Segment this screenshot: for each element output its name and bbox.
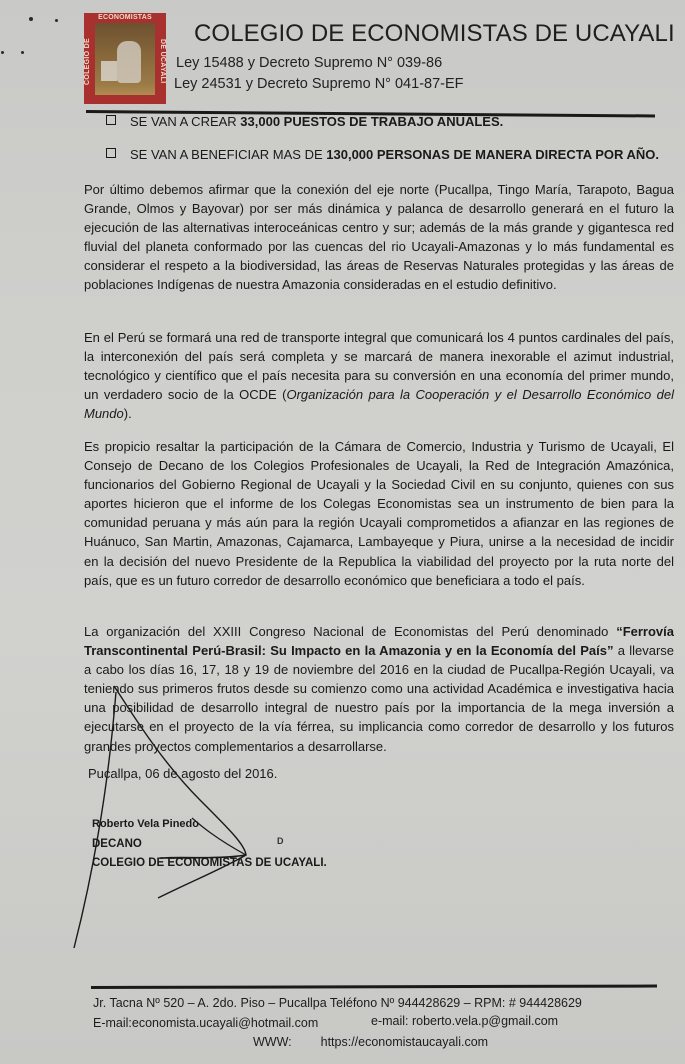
letterhead-subtitle-law-2: Ley 24531 y Decreto Supremo N° 041-87-EF xyxy=(174,76,464,92)
bullet-jobs-bold: 33,000 PUESTOS DE TRABAJO ANUALES. xyxy=(240,114,504,129)
footer-web-label: WWW: xyxy=(253,1035,292,1049)
paragraph-congress-title-bold: “Ferrovía Transcontinental Perú-Brasil: Su Impacto en la Amazonia y en la Economía del País” xyxy=(84,624,674,659)
letterhead-title: COLEGIO DE ECONOMISTAS DE UCAYALI xyxy=(194,20,675,47)
bullet-jobs xyxy=(106,114,503,129)
stamp-mark: D xyxy=(277,836,284,846)
bullet-beneficiaries xyxy=(106,147,659,162)
checkbox-square-icon xyxy=(106,115,116,125)
paragraph-participation xyxy=(84,437,674,590)
footer-web xyxy=(253,1035,488,1049)
footer-email-gmail xyxy=(371,1014,558,1028)
signer-name: Roberto Vela Pinedo xyxy=(92,818,199,830)
paragraph-transport-ocde-italic: Organización para la Cooperación y el Desarrollo Económico del Mundo xyxy=(84,387,674,422)
paragraph-congress xyxy=(84,622,674,756)
signer-organization: COLEGIO DE ECONOMISTAS DE UCAYALI. xyxy=(92,857,327,869)
footer-address: Jr. Tacna Nº 520 – A. 2do. Piso – Pucallpa Teléfono Nº 944428629 – RPM: # 944428629 xyxy=(93,996,582,1010)
footer-email-hotmail xyxy=(93,1016,318,1030)
paragraph-congress-start: La organización del XXIII Congreso Nacional de Economistas del Perú denominado xyxy=(84,624,617,639)
paragraph-transport-end: ). xyxy=(123,406,132,422)
footer-divider xyxy=(91,985,657,989)
bullet-jobs-prefix: SE VAN A CREAR xyxy=(130,114,241,129)
signer-role: DECANO xyxy=(92,838,142,850)
logo-right-text: DE UCAYALI xyxy=(159,39,166,84)
paragraph-participation-text: Es propicio resaltar la participación de la Cámara de Comercio, Industria y Turismo de Ucayali, El Consejo de Decano de los Colegios Profesionales de Ucayali, la Red de Integración Amazónica, funcionarios del Gobierno Regional de Ucayali y la Sociedad Civil en su conjunto, quienes con sus aportes hicieron que el informe de los Colegas Economistas sea un instrumento de bien para la comunidad peruana y más aún para la región Ucayali comprometidos a afianzar en las regiones de Huánuco, San Martin, Amazonas, Cajamarca, Lambayeque y Piura, unirse a la necesidad de incidir en la decisión del nuevo Presidente de la Republica la viabilidad del proyecto por la ruta norte del país, que es un futuro corredor de desarrollo económico que beneficiara a todo el país. xyxy=(84,439,674,588)
letter-date: Pucallpa, 06 de agosto del 2016. xyxy=(88,766,278,781)
paragraph-transport-network xyxy=(84,328,674,423)
footer-email-1[interactable]: E-mail:economista.ucayali@hotmail.com xyxy=(93,1016,319,1030)
checkbox-square-icon xyxy=(106,148,116,158)
bullet-beneficiaries-bold: 130,000 PERSONAS DE MANERA DIRECTA POR AÑO. xyxy=(326,147,660,162)
paragraph-congress-end: a llevarse a cabo los días 16, 17, 18 y 19 de noviembre del 2016 en la ciudad de Pucallpa-Región Ucayali, va teniendo sus primeros frutos desde su comienzo como una actividad Académica e investigativa hacia una posibilidad de desarrollo integral de nuestro país por la importancia de la mega inversión a ejecutarse en el proyecto de la vía férrea, su implicancia como corredor de desarrollo y los futuros grandes proyectos complementarios a desarrollarse. xyxy=(84,643,675,754)
logo-left-text: COLEGIO DE xyxy=(84,38,91,85)
paragraph-north-axis xyxy=(84,180,674,295)
logo-top-text: ECONOMISTAS xyxy=(98,14,152,21)
footer-email-2[interactable]: e-mail: roberto.vela.p@gmail.com xyxy=(371,1014,559,1028)
footer-web-url[interactable]: https://economistaucayali.com xyxy=(320,1035,489,1049)
bullet-beneficiaries-prefix: SE VAN A BENEFICIAR MAS DE xyxy=(130,147,327,162)
paragraph-north-axis-text: Por último debemos afirmar que la conexión del eje norte (Pucallpa, Tingo María, Tarapoto, Bagua Grande, Olmos y Bayovar) por ser más dinámica y palanca de desarrollo generará en el futuro la ejecución de las alternativas interoceánicas centro y sur; además de la más grande y gigantesca red fluvial del planeta conformado por las cuencas del rio Ucayali-Amazonas y lo más fundamental es considerar el respeto a la biodiversidad, las áreas de Reservas Naturales protegidas y las áreas de poblaciones Indígenas de nuestra Amazonia consideradas en el estudio definitivo. xyxy=(84,182,674,293)
letterhead-subtitle-law-1: Ley 15488 y Decreto Supremo N° 039-86 xyxy=(176,55,443,71)
paragraph-transport-text: En el Perú se formará una red de transporte integral que comunicará los 4 puntos cardinales del país, la interconexión del país será completa y se marcará de manera inexorable el azimut industrial, tecnológico y científico que el país necesita para su conversión en una economía del primer mundo, un verdadero socio de la OCDE ( xyxy=(84,330,674,403)
